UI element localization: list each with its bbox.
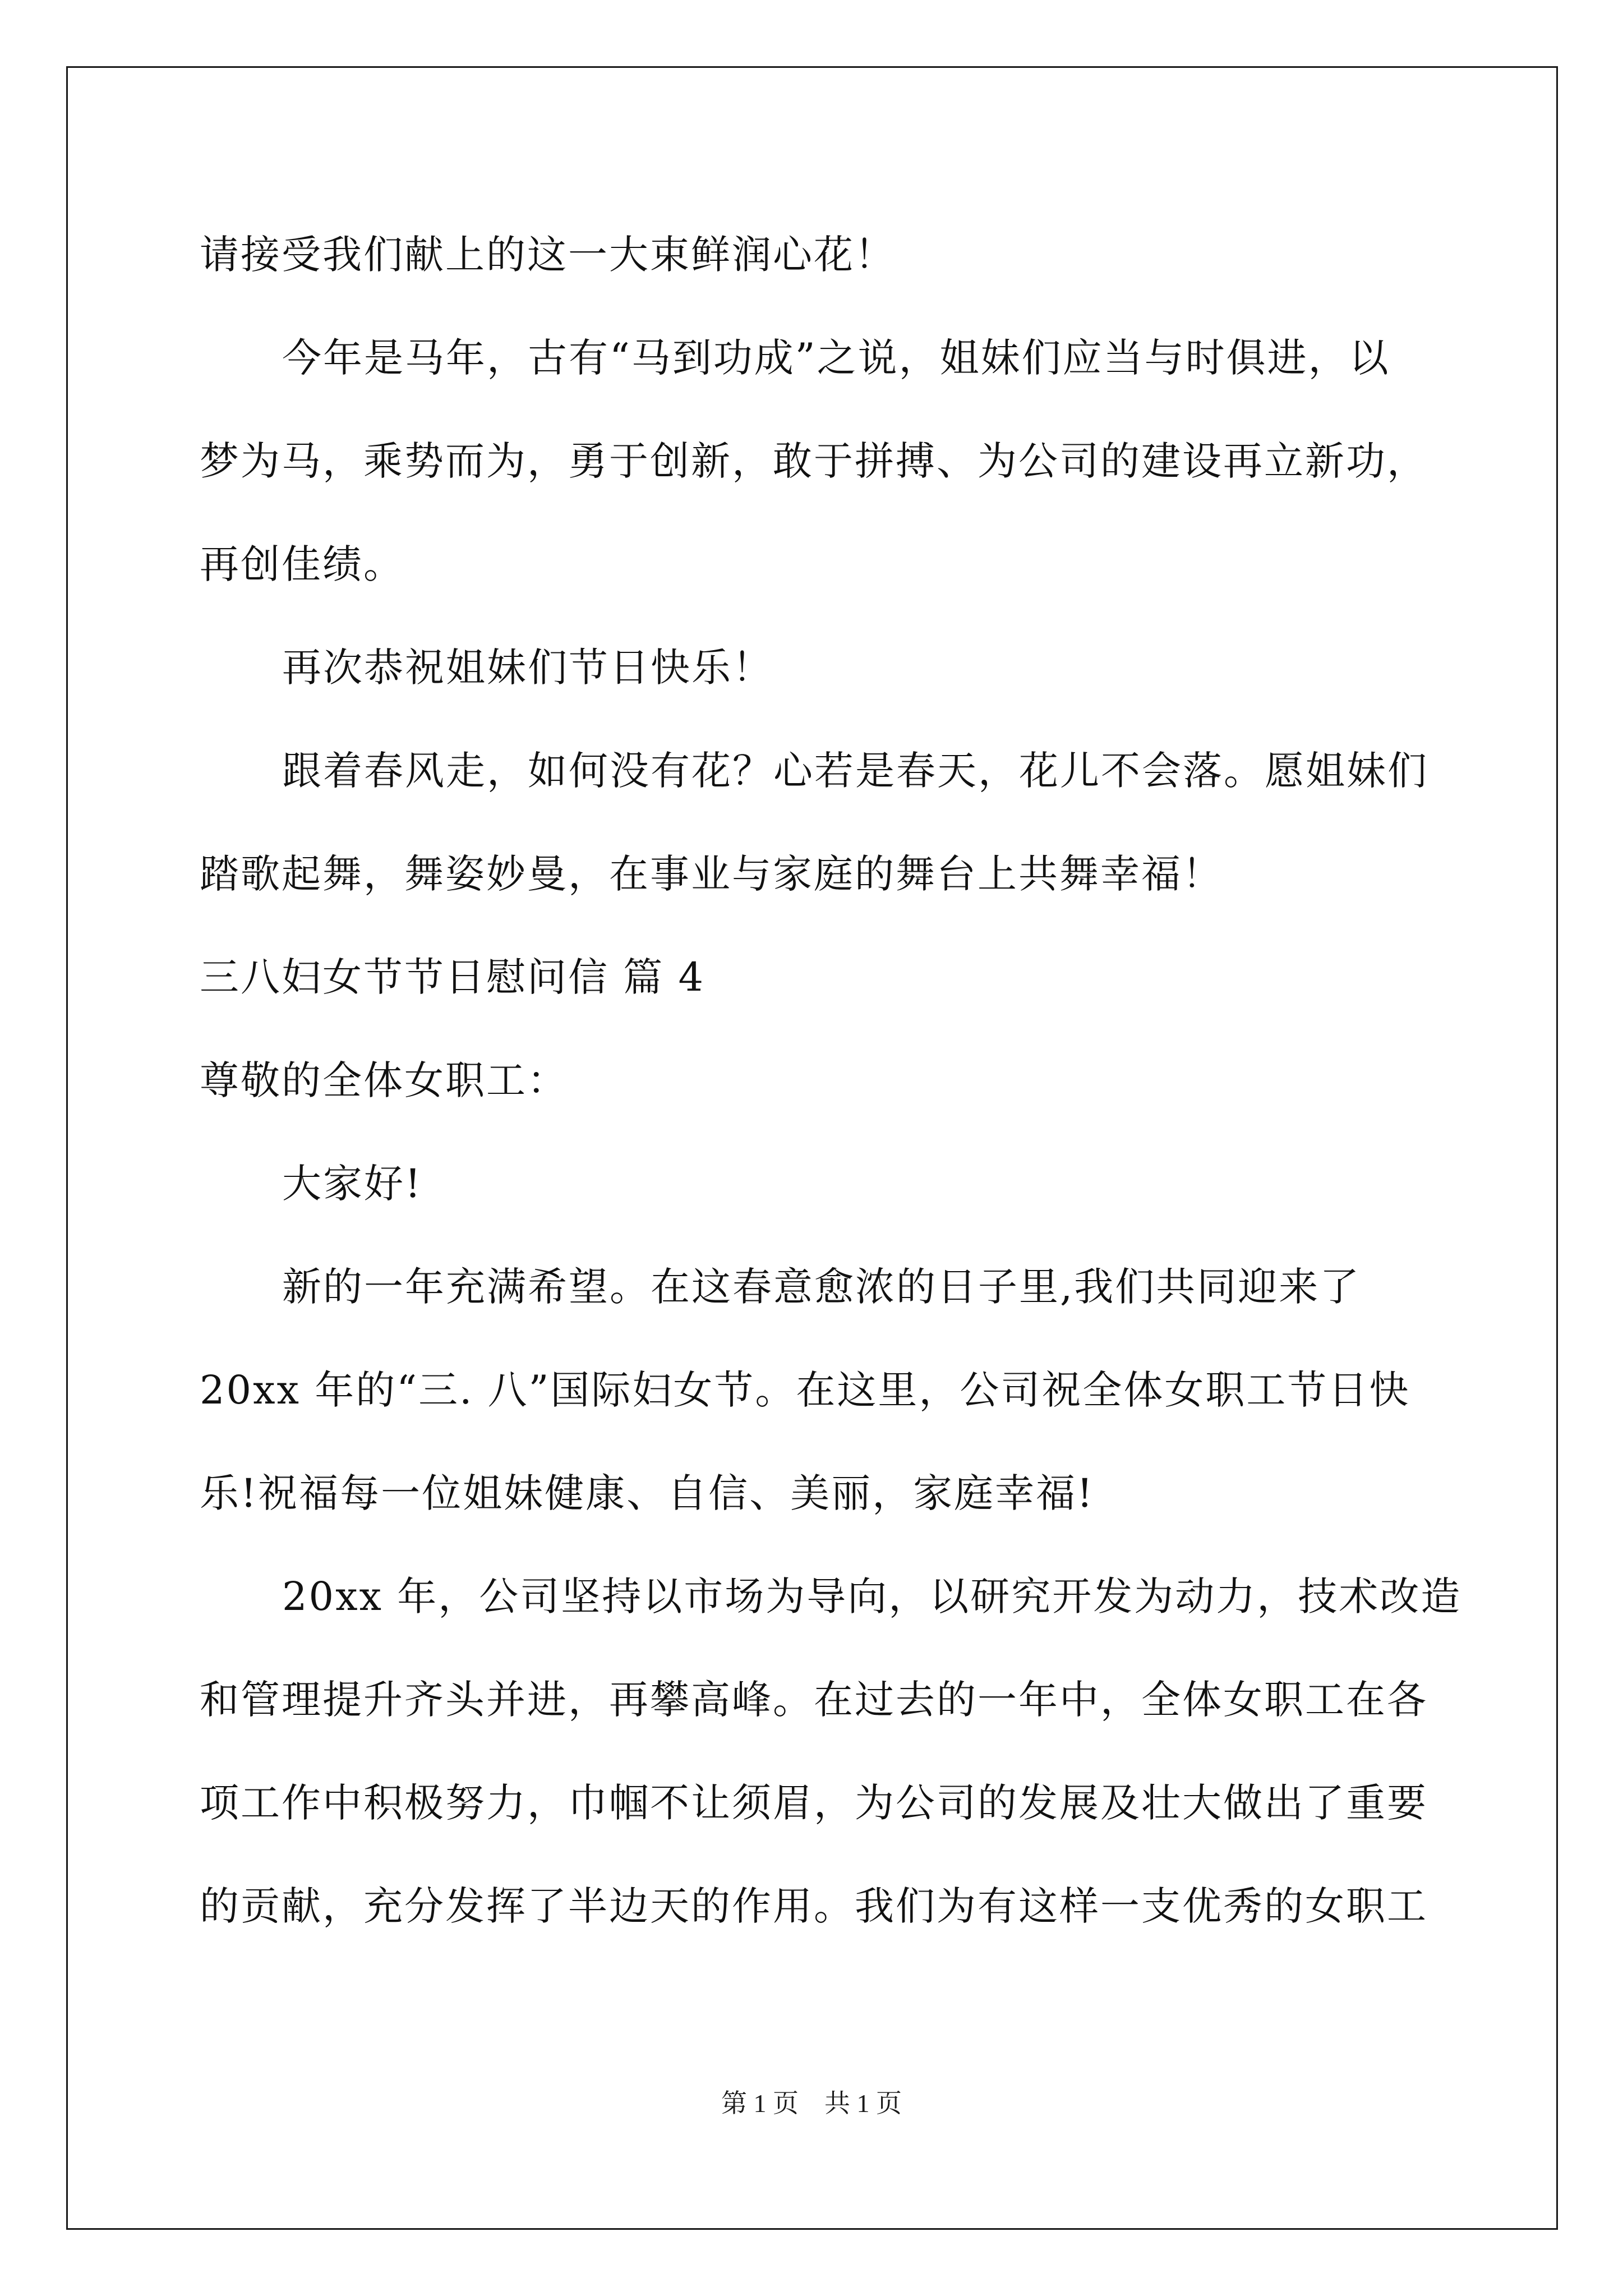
paragraph-line: 今年是马年，古有“马到功成”之说，姐妹们应当与时俱进，以 (282, 335, 1390, 381)
paragraph-line: 请接受我们献上的这一大束鲜润心花！ (200, 232, 896, 278)
paragraph-line: 再次恭祝姐妹们节日快乐！ (282, 645, 773, 691)
paragraph-line: 20xx 年，公司坚持以市场为导向，以研究开发为动力，技术改造 (282, 1573, 1462, 1619)
section-heading: 三八妇女节节日慰问信 篇 4 (200, 954, 706, 1000)
salutation: 尊敬的全体女职工： (200, 1057, 568, 1103)
paragraph-line: 项工作中积极努力，巾帼不让须眉，为公司的发展及壮大做出了重要 (200, 1780, 1428, 1826)
paragraph-line: 和管理提升齐头并进，再攀高峰。在过去的一年中，全体女职工在各 (200, 1677, 1428, 1723)
paragraph-line: 梦为马，乘势而为，勇于创新，敢于拼搏、为公司的建设再立新功， (200, 438, 1428, 484)
paragraph-line: 乐!祝福每一位姐妹健康、自信、美丽，家庭幸福! (200, 1470, 1095, 1516)
paragraph-line: 再创佳绩。 (200, 541, 404, 587)
paragraph-line: 新的一年充满希望。在这春意愈浓的日子里,我们共同迎来了 (282, 1264, 1361, 1310)
paragraph-line: 20xx 年的“三. 八”国际妇女节。在这里，公司祝全体女职工节日快 (200, 1367, 1410, 1413)
page-footer: 第 1 页 共 1 页 (721, 2089, 902, 2118)
paragraph-line: 踏歌起舞，舞姿妙曼，在事业与家庭的舞台上共舞幸福！ (200, 851, 1223, 897)
paragraph-line: 跟着春风走，如何没有花？心若是春天，花儿不会落。愿姐妹们 (282, 748, 1428, 794)
paragraph-line: 的贡献，充分发挥了半边天的作用。我们为有这样一支优秀的女职工 (200, 1883, 1428, 1929)
greeting: 大家好! (282, 1161, 423, 1207)
